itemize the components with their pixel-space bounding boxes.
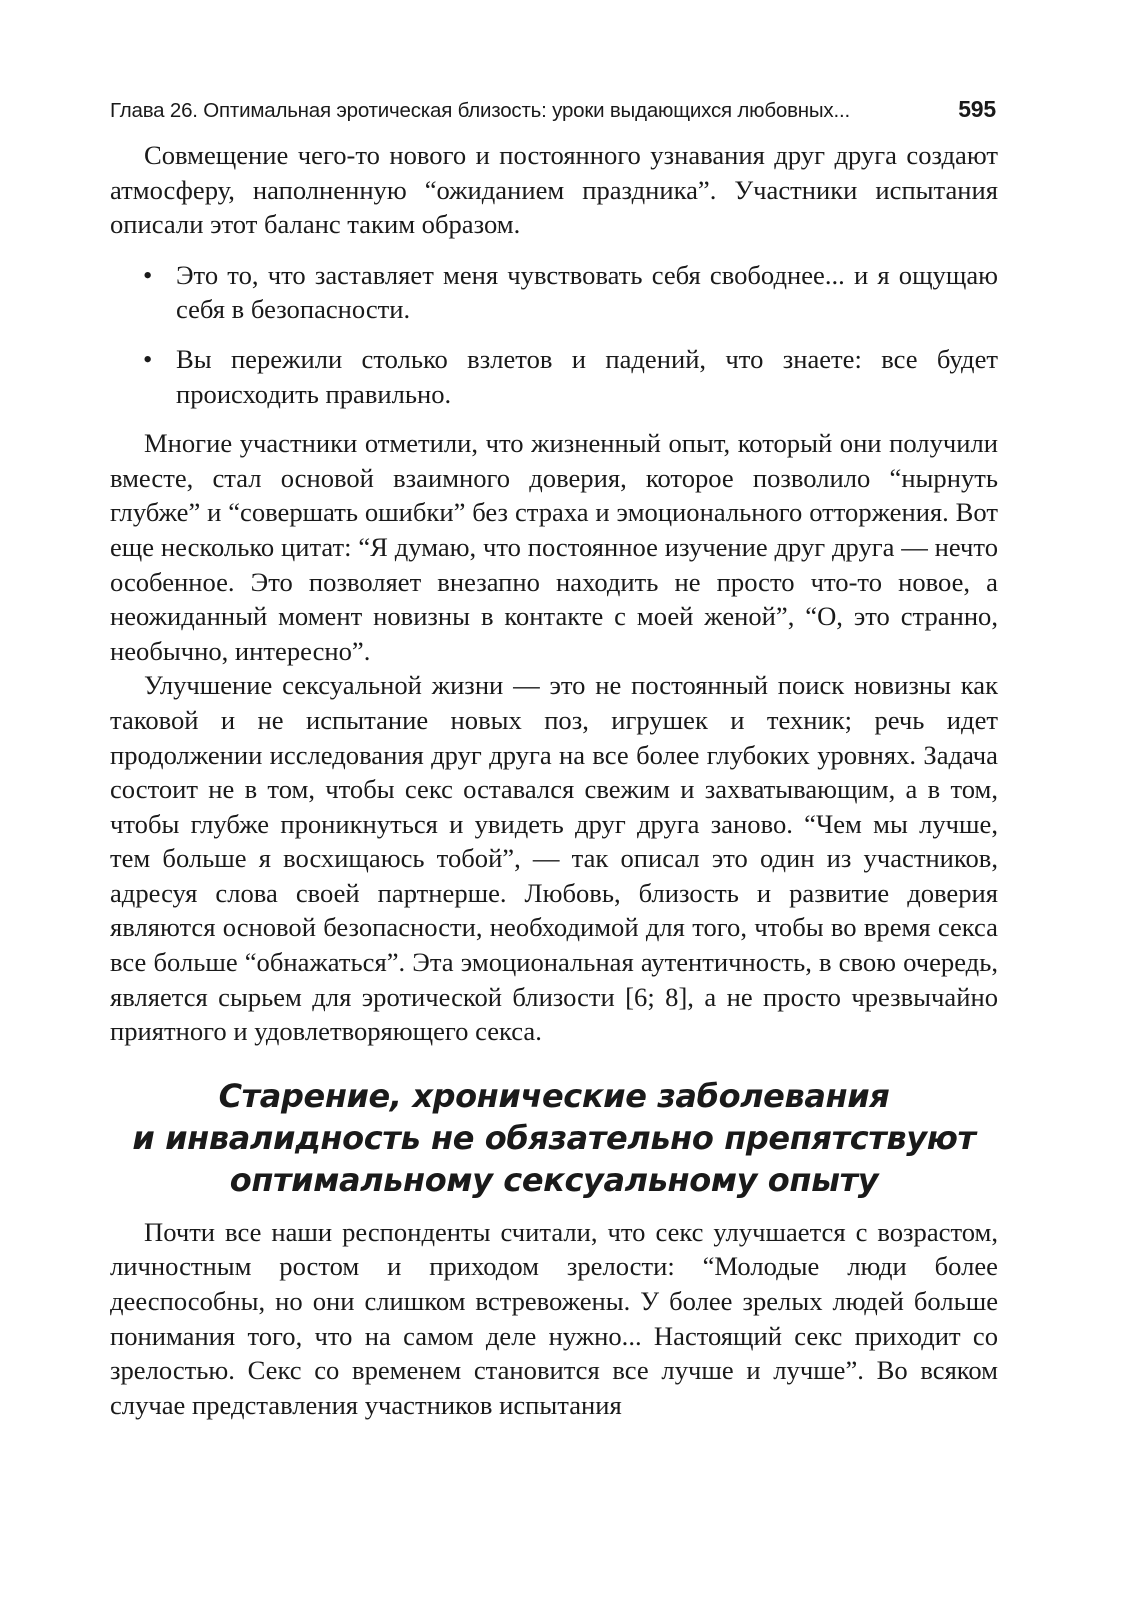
chapter-title: Глава 26. Оптимальная эротическая близость: уроки выдающихся любовных... [110,99,850,122]
list-item-text: Это то, что заставляет меня чувствовать себя свободнее... и я ощущаю себя в безопасности. [176,259,998,325]
list-item [110,258,998,327]
body-text [110,138,998,1422]
paragraph-novelty: Совмещение чего-то нового и постоянного узнавания друг друга создают атмосферу, наполненную “ожиданием праздника”. Участники испытания описали этот баланс таким образом. [110,140,998,240]
paragraph-improvement: Улучшение сексуальной жизни — это не постоянный поиск новизны как таковой и не испытание новых поз, игрушек и техник; речь идет продолжении исследования друг друга на все более глубоких уровнях. Задача состоит не в том, чтобы секс оставался свежим и захватывающим, а в том, чтобы глубже проникнуться и увидеть друг друга заново. “Чем мы лучше, тем больше я восхищаюсь тобой”, — так описал это один из участников, адресуя слова своей партнерше. Любовь, близость и развитие доверия являются основой безопасности, необходимой для того, чтобы во время секса все больше “обнажаться”. Эта эмоциональная аутентичность, в свою очередь, является сырьем для эротической близости [6; 8], а не просто чрезвычайно приятного и удовлетворяющего секса. [110,670,998,1047]
section-heading-line: оптимальному сексуальному опыту [229,1160,879,1199]
paragraph-aging: Почти все наши респонденты считали, что секс улучшается с возрастом, личностным ростом и приходом зрелости: “Молодые люди более дееспособны, но они слишком встревожены. У более зрелых людей больше понимания того, что на самом деле нужно... Настоящий секс приходит со зрелостью. Секс со временем становится все лучше и лучше”. Во всяком случае представления участников испытания [110,1216,998,1420]
paragraph-trust: Многие участники отметили, что жизненный опыт, который они получили вместе, стал основой взаимного доверия, которое позволило “нырнуть глубже” и “совершать ошибки” без страха и эмоционального отторжения. Вот еще несколько цитат: “Я думаю, что постоянное изучение друг друга — нечто особенное. Это позволяет внезапно находить не просто что-то новое, а неожиданный момент новизны в контакте с моей женой”, “О, это странно, необычно, интересно”. [110,428,998,666]
section-heading-line: и инвалидность не обязательно препятствуют [132,1118,976,1157]
quote-list [110,258,998,411]
section-heading-line: Старение, хронические заболевания [218,1076,890,1115]
list-item [110,342,998,411]
page-number: 595 [958,96,996,122]
running-header [110,96,998,138]
book-page [110,96,998,1422]
list-item-text: Вы пережили столько взлетов и падений, что знаете: все будет происходить правильно. [176,343,998,409]
section-heading [110,1075,998,1201]
bullet-marker: • [143,259,153,290]
bullet-marker: • [143,343,153,374]
